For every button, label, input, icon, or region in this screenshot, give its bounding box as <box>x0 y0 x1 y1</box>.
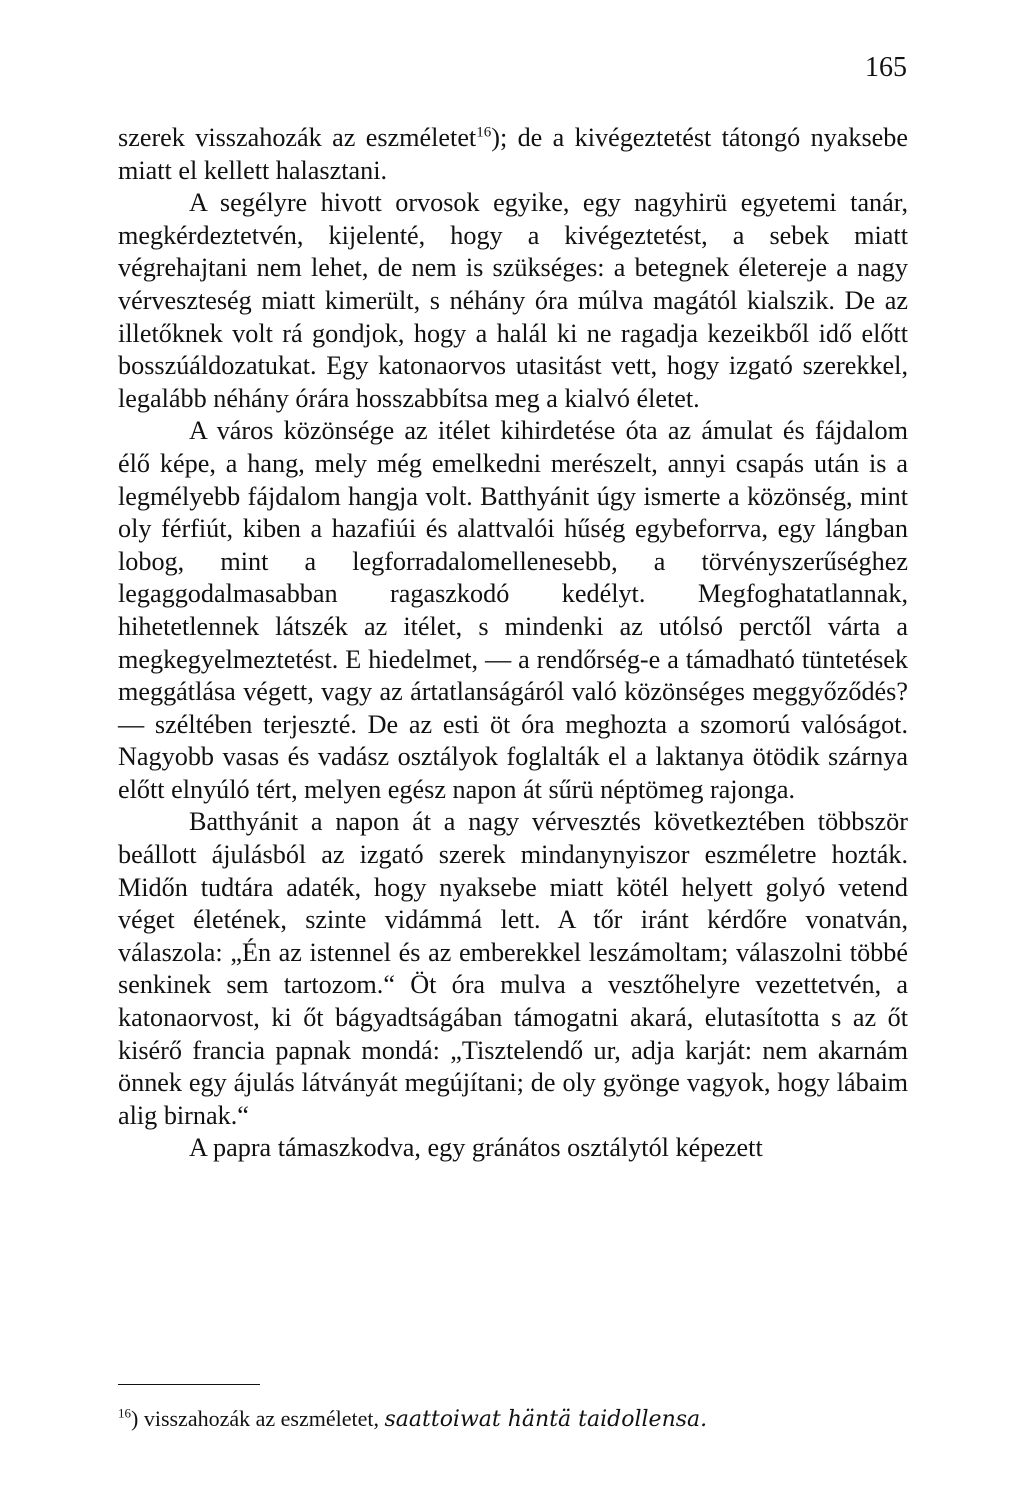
paragraph-3: A város közönsége az itélet kihirdetése óta az ámulat és fájdalom élő képe, a hang, mely még emelkedni merészelt, annyi csapás után is a legmélyebb fájdalom hangja volt. Batthyánit úgy ismerte a közönség, mint oly férfiút, kiben a hazafiúi és alattvalói hűség egybeforrva, egy lángban lobog, mint a legforradalomellenesebb, a törvényszerűséghez legaggodalmasabban ragaszkodó kedélyt. Megfoghatatlannak, hihetetlennek látszék az itélet, s mindenki az utólsó perctől várta a megkegyelmeztetést. E hiedelmet, — a rendőrség-e a támadható tüntetések meggátlása végett, vagy az ártatlanságáról való közönséges meggyőződés? — széltében terjeszté. De az esti öt óra meghozta a szomorú valóságot. Nagyobb vasas és vadász osztályok foglalták el a laktanya ötödik szárnya előtt elnyúló tért, melyen egész napon át sűrü néptömeg rajonga. <box>118 416 908 804</box>
body-text <box>118 122 908 1165</box>
paragraph-1 <box>118 122 908 187</box>
footnote-reference: 16 <box>476 124 492 141</box>
footnote <box>118 1405 908 1434</box>
footnote-separator <box>118 1384 260 1385</box>
paragraph-4: Batthyánit a napon át a nagy vérvesztés következtében többször beállott ájulásból az izgató szerek mindanynyiszor eszméletre hozták. Midőn tudtára adaték, hogy nyaksebe miatt kötél helyett golyó vetend véget életének, szinte vidámmá lett. A tőr iránt kérdőre vonatván, válaszola: „Én az istennel és az emberekkel leszámoltam; válaszolni többé senkinek sem tartozom.“ Öt óra mulva a vesztőhelyre vezettetvén, a katonaorvost, ki őt bágyadtságában támogatni akará, elutasította s az őt kisérő francia papnak mondá: „Tisztelendő ur, adja karját: nem akarnám önnek egy ájulás látványát megújítani; de oly gyönge vagyok, hogy lábaim alig birnak.“ <box>118 807 908 1130</box>
footnote-number: 16 <box>118 1405 131 1421</box>
paragraph-1-text-after: ); de a kivégeztetést tátongó nyaksebe miatt el kellett halasztani. <box>118 123 909 185</box>
footnote-text: ) visszahozák az eszméletet, <box>131 1406 385 1431</box>
footnote-fraktur-text: saattoiwat häntä taidollensa. <box>384 1407 708 1432</box>
paragraph-2: A segélyre hivott orvosok egyike, egy nagyhirü egyetemi tanár, megkérdeztetvén, kijelenté, hogy a kivégeztetést, a sebek miatt végrehajtani nem lehet, de nem is szükséges: a betegnek életereje a nagy vérveszteség miatt kimerült, s néhány óra múlva magától kialszik. De az illetőknek volt rá gondjok, hogy a halál ki ne ragadja kezeikből idő előtt bosszúáldozatukat. Egy katonaorvos utasitást vett, hogy izgató szerekkel, legalább néhány órára hosszabbítsa meg a kialvó életet. <box>118 188 908 413</box>
paragraph-1-text-before: szerek visszahozák az eszméletet <box>118 123 477 152</box>
page-number: 165 <box>865 52 907 83</box>
paragraph-5: A papra támaszkodva, egy gránátos osztálytól képezett <box>189 1133 763 1163</box>
